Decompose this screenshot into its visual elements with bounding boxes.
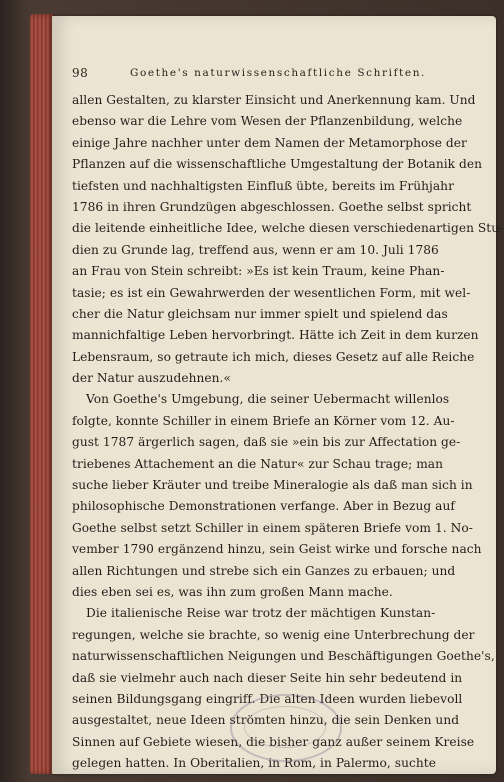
text-line: folgte, konnte Schiller in einem Briefe an Körner vom 12. Au- [72, 413, 455, 428]
text-line: cher die Natur gleichsam nur immer spielt und spielend das [72, 306, 448, 321]
text-line: Goethe selbst setzt Schiller in einem späteren Briefe vom 1. No- [72, 520, 473, 535]
page-number: 98 [72, 66, 89, 80]
text-line: allen Gestalten, zu klarster Einsicht und Anerkennung kam. Und [72, 93, 476, 107]
text-line: seinen Bildungsgang eingriff. Die alten Ideen wurden liebevoll [72, 691, 463, 706]
page-header [72, 66, 434, 84]
library-stamp-inner-ring [244, 706, 326, 748]
text-line: einige Jahre nachher unter dem Namen der Metamorphose der [72, 135, 467, 150]
library-stamp [230, 694, 342, 762]
text-line: Lebensraum, so getraute ich mich, dieses Gesetz auf alle Reiche [72, 349, 475, 364]
text-line: regungen, welche sie brachte, so wenig eine Unterbrechung der [72, 627, 475, 642]
text-line: dies eben sei es, was ihn zum großen Mann mache. [72, 584, 393, 599]
text-line: Von Goethe's Umgebung, die seiner Uebermacht willenlos [86, 392, 450, 407]
text-line: mannichfaltige Leben hervorbringt. Hätte ich Zeit in dem kurzen [72, 328, 479, 343]
text-line: philosophische Demonstrationen verfange. Aber in Bezug auf [72, 499, 455, 514]
text-line: der Natur auszudehnen.« [72, 371, 231, 386]
text-line: daß sie vielmehr auch nach dieser Seite hin sehr bedeutend in [72, 670, 463, 685]
text-line: die leitende einheitliche Idee, welche diesen verschiedenartigen Stu- [72, 221, 504, 236]
text-line: Die italienische Reise war trotz der mächtigen Kunstan- [86, 606, 436, 621]
text-line: 1786 in ihren Grundzügen abgeschlossen. Goethe selbst spricht [72, 199, 472, 214]
text-line: tiefsten und nachhaltigsten Einfluß übte, bereits im Frühjahr [72, 178, 454, 193]
text-line: Sinnen auf Gebiete wiesen, die bisher ganz außer seinem Kreise [72, 734, 475, 749]
text-line: gust 1787 ärgerlich sagen, daß sie »ein bis zur Affectation ge- [72, 435, 461, 450]
body-text [72, 90, 504, 775]
text-line: suche lieber Kräuter und treibe Mineralogie als daß man sich in [72, 478, 473, 493]
text-line: ausgestaltet, neue Ideen strömten hinzu, die sein Denken und [72, 713, 460, 728]
text-line: ebenso war die Lehre vom Wesen der Pflanzenbildung, welche [72, 114, 463, 129]
running-head: Goethe's naturwissenschaftliche Schriften. [130, 67, 426, 79]
text-line: dien zu Grunde lag, treffend aus, wenn er am 10. Juli 1786 [72, 242, 439, 257]
page-edges [30, 14, 54, 774]
text-line: naturwissenschaftlichen Neigungen und Beschäftigungen Goethe's, [72, 649, 495, 664]
text-line: Pflanzen auf die wissenschaftliche Umgestaltung der Botanik den [72, 157, 483, 172]
text-line: tasie; es ist ein Gewahrwerden der wesentlichen Form, mit wel- [72, 285, 471, 300]
text-line: gelegen hatten. In Oberitalien, in Rom, in Palermo, suchte [72, 756, 436, 771]
text-line: triebenes Attachement an die Natur« zur Schau trage; man [72, 456, 444, 471]
text-line: allen Richtungen und strebe sich ein Ganzes zu erbauen; und [72, 563, 456, 578]
text-line: vember 1790 ergänzend hinzu, sein Geist wirke und forsche nach [72, 542, 482, 557]
text-line: an Frau von Stein schreibt: »Es ist kein Traum, keine Phan- [72, 264, 445, 279]
